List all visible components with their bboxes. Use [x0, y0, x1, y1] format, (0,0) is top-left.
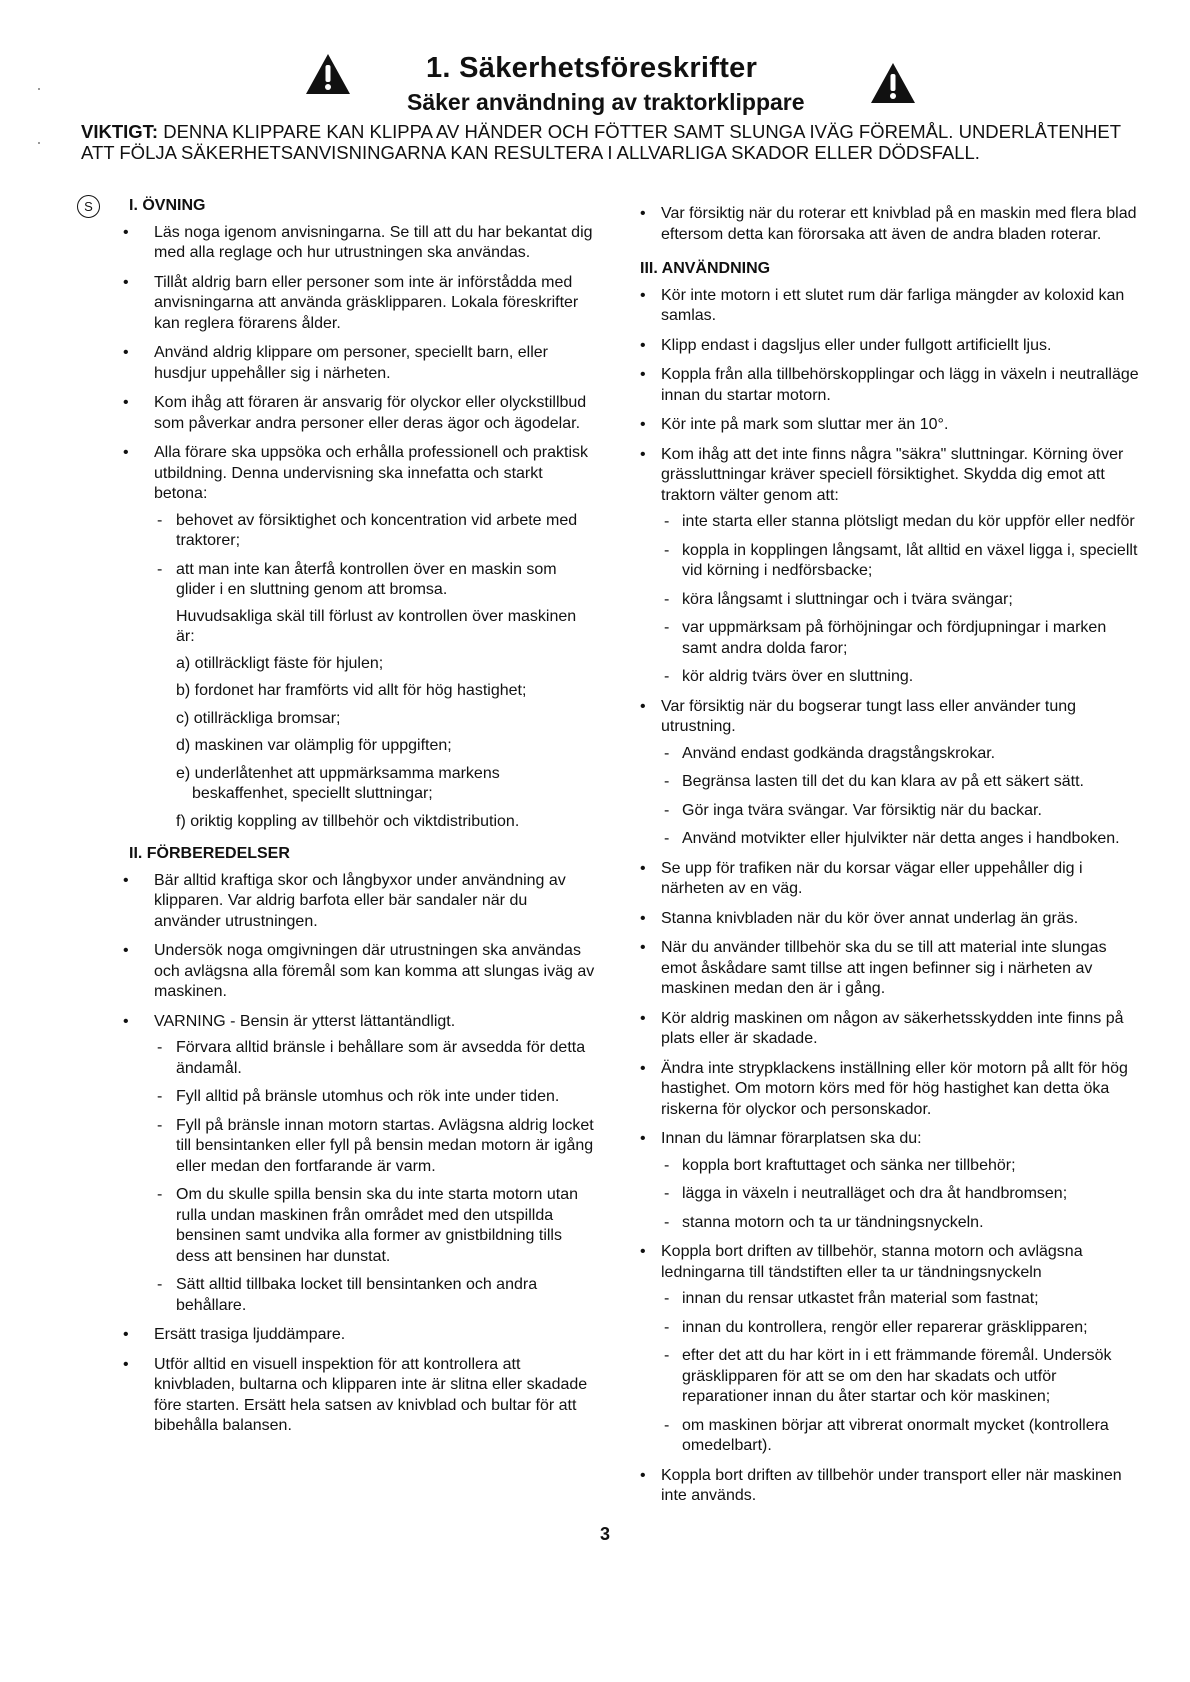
reason-item: c) otillräckliga bromsar; — [176, 709, 341, 727]
dash-list — [661, 744, 1145, 850]
list-item-text: Var försiktig när du bogserar tungt lass eller använder tung utrustning. — [661, 697, 1077, 735]
reason-item: b) fordonet har framförts vid allt för hög hastighet; — [176, 682, 527, 699]
important-notice — [81, 121, 1141, 163]
page-title: 1. Säkerhetsföreskrifter — [426, 52, 758, 84]
dash-item: - Sätt alltid tillbaka locket till bensintanken och andra behållare. — [154, 1275, 598, 1316]
section-heading-text: I. ÖVNING — [129, 197, 206, 214]
scan-mark — [38, 142, 40, 144]
list-item: • Undersök noga omgivningen där utrustningen ska användas och avlägsna alla föremål som kan komma att slungas iväg av maskinen. — [120, 941, 598, 1003]
left-column — [84, 196, 598, 1446]
reasons-list — [176, 654, 598, 833]
list-item: • Kör aldrig maskinen om någon av säkerhetsskydden inte finns på plats eller är skadade. — [640, 1009, 1145, 1050]
reason-item: a) otillräckligt fäste för hjulen; — [176, 654, 384, 672]
dash-item: - Förvara alltid bränsle i behållare som är avsedda för detta ändamål. — [154, 1038, 598, 1079]
list-item-text: Innan du lämnar förarplatsen ska du: — [661, 1130, 922, 1147]
dash-item: - var uppmärksam på förhöjningar och fördjupningar i marken samt andra dolda faror; — [661, 618, 1145, 659]
dash-list — [154, 511, 598, 833]
reasons-intro: Huvudsakliga skäl till förlust av kontrollen över maskinen är: — [176, 607, 577, 645]
list-item: • Kör inte på mark som sluttar mer än 10°. — [640, 415, 1145, 436]
list-item — [120, 443, 598, 832]
list-item: • Koppla från alla tillbehörskopplingar och lägg in växeln i neutralläge innan du startar motorn. — [640, 365, 1145, 406]
warning-icon — [869, 61, 917, 105]
bullet-list — [640, 286, 1145, 1507]
list-item: • Utför alltid en visuell inspektion för att kontrollera att knivbladen, bultarna och klipparen inte är slitna eller skadade före starten. Ersätt hela satsen av knivblad och bultar för att bibehålla balansen. — [120, 1355, 598, 1437]
dash-item: - Fyll alltid på bränsle utomhus och rök inte under tiden. — [154, 1087, 598, 1108]
list-item: • Kom ihåg att föraren är ansvarig för olyckor eller olyckstillbud som påverkar andra personer eller deras ägor och ägodelar. — [120, 393, 598, 434]
dash-item: - Om du skulle spilla bensin ska du inte starta motorn utan rulla undan maskinen från området med den utspillda bensinen samt undvika alla former av gnistbildning tills dess att bensinen har dunstat. — [154, 1185, 598, 1267]
list-item: • Stanna knivbladen när du kör över annat underlag än gräs. — [640, 909, 1145, 930]
reason-item: d) maskinen var olämplig för uppgiften; — [176, 737, 452, 754]
dash-item: - behovet av försiktighet och koncentration vid arbete med traktorer; — [154, 511, 598, 552]
dash-item: - Använd endast godkända dragstångskrokar. — [661, 744, 1145, 765]
dash-item: - Använd motvikter eller hjulvikter när detta anges i handboken. — [661, 829, 1145, 850]
important-label: VIKTIGT: — [81, 121, 159, 142]
scan-mark — [38, 88, 40, 90]
right-column — [640, 204, 1145, 1516]
list-item: • Var försiktig när du roterar ett knivblad på en maskin med flera blad eftersom detta kan förorsaka att även de andra bladen roterar. — [640, 204, 1145, 245]
warning-icon — [304, 52, 352, 96]
language-badge: S — [77, 195, 100, 218]
section-heading: II. FÖRBEREDELSER — [129, 845, 290, 862]
dash-item: - köra långsamt i sluttningar och i tvära svängar; — [661, 590, 1145, 611]
dash-item: - Begränsa lasten till det du kan klara av på ett säkert sätt. — [661, 772, 1145, 793]
list-item — [640, 697, 1145, 850]
dash-item: - koppla in kopplingen långsamt, låt alltid en växel ligga i, speciellt vid körning i nedförsbacke; — [661, 541, 1145, 582]
bullet-list — [640, 204, 1145, 245]
list-item — [120, 1012, 598, 1317]
list-item-text: Kom ihåg att det inte finns några "säkra" sluttningar. Körning över grässluttningar kräver speciell försiktighet. Skydda dig emot att traktorn välter genom att: — [661, 445, 1124, 504]
dash-item — [154, 560, 598, 833]
dash-item: - Fyll på bränsle innan motorn startas. Avlägsna aldrig locket till bensintanken eller fyll på bensin medan motorn är igång eller medan den fortfarande är varm. — [154, 1116, 598, 1178]
list-item — [640, 1242, 1145, 1457]
dash-item: - lägga in växeln i neutralläget och dra åt handbromsen; — [661, 1184, 1145, 1205]
list-item — [640, 1129, 1145, 1233]
important-text: DENNA KLIPPARE KAN KLIPPA AV HÄNDER OCH FÖTTER SAMT SLUNGA IVÄG FÖREMÅL. UNDERLÅTENHET ATT FÖLJA SÄKERHETSANVISNINGARNA KAN RESULTERA I ALLVARLIGA SKADOR ELLER DÖDSFALL. — [81, 121, 1121, 163]
list-item: • Använd aldrig klippare om personer, speciellt barn, eller husdjur uppehåller sig i närheten. — [120, 343, 598, 384]
page-subtitle: Säker användning av traktorklippare — [407, 89, 805, 115]
list-item-text: Alla förare ska uppsöka och erhålla professionell och praktisk utbildning. Denna undervisning ska innefatta och starkt betona: — [154, 444, 589, 502]
dash-item-text: att man inte kan återfå kontrollen över en maskin som glider i en sluttning genom att bromsa. — [176, 560, 557, 598]
list-item: • Bär alltid kraftiga skor och långbyxor under användning av klipparen. Var aldrig barfota eller bär sandaler när du använder utrustningen. — [120, 871, 598, 933]
page-number: 3 — [600, 1524, 611, 1544]
list-item: • Tillåt aldrig barn eller personer som inte är införstådda med anvisningarna att använda gräsklipparen. Lokala föreskrifter kan reglera förarens ålder. — [120, 273, 598, 335]
list-item: • Ändra inte strypklackens inställning eller kör motorn på allt för hög hastighet. Om motorn körs med för hög hastighet kan detta öka riskerna för olyckor och personskador. — [640, 1059, 1145, 1121]
bullet-list — [120, 871, 598, 1437]
list-item: • Se upp för trafiken när du korsar vägar eller uppehåller dig i närheten av en väg. — [640, 859, 1145, 900]
dash-item: - koppla bort kraftuttaget och sänka ner tillbehör; — [661, 1156, 1145, 1177]
dash-list — [661, 1289, 1145, 1457]
dash-list — [661, 1156, 1145, 1234]
dash-list — [661, 512, 1145, 688]
dash-item: - inte starta eller stanna plötsligt medan du kör uppför eller nedför — [661, 512, 1145, 533]
bullet-list — [120, 223, 598, 833]
reason-item: e) underlåtenhet att uppmärksamma markens beskaffenhet, speciellt sluttningar; — [176, 764, 500, 802]
dash-list — [154, 1038, 598, 1316]
list-item-text: VARNING - Bensin är ytterst lättantändligt. — [154, 1012, 456, 1030]
section-heading — [84, 196, 598, 217]
section-heading: III. ANVÄNDNING — [640, 260, 771, 277]
list-item: • Kör inte motorn i ett slutet rum där farliga mängder av koloxid kan samlas. — [640, 286, 1145, 327]
dash-item: - innan du kontrollera, rengör eller reparerar gräsklipparen; — [661, 1318, 1145, 1339]
list-item-text: Koppla bort driften av tillbehör, stanna motorn och avlägsna ledningarna till tändstiften eller ta ur tändningsnyckeln — [661, 1243, 1083, 1281]
dash-item: - efter det att du har kört in i ett främmande föremål. Undersök gräsklipparen för att se om den har skadats och utför reparationer innan du åter startar och kör maskinen; — [661, 1346, 1145, 1408]
list-item: • Klipp endast i dagsljus eller under fullgott artificiellt ljus. — [640, 336, 1145, 357]
reason-item: f) oriktig koppling av tillbehör och viktdistribution. — [176, 812, 520, 830]
dash-item: - om maskinen börjar att vibrerat onormalt mycket (kontrollera omedelbart). — [661, 1416, 1145, 1457]
list-item: • När du använder tillbehör ska du se till att material inte slungas emot åskådare samt tillse att ingen befinner sig i närheten av maskinen medan den är i gång. — [640, 938, 1145, 1000]
list-item: • Läs noga igenom anvisningarna. Se till att du har bekantat dig med alla reglage och hur utrustningen ska användas. — [120, 223, 598, 264]
dash-item: - innan du rensar utkastet från material som fastnat; — [661, 1289, 1145, 1310]
dash-item: - kör aldrig tvärs över en sluttning. — [661, 667, 1145, 688]
dash-item: - Gör inga tvära svängar. Var försiktig när du backar. — [661, 801, 1145, 822]
list-item — [640, 445, 1145, 688]
list-item: • Koppla bort driften av tillbehör under transport eller när maskinen inte används. — [640, 1466, 1145, 1507]
dash-item: - stanna motorn och ta ur tändningsnyckeln. — [661, 1213, 1145, 1234]
list-item: • Ersätt trasiga ljuddämpare. — [120, 1325, 598, 1346]
